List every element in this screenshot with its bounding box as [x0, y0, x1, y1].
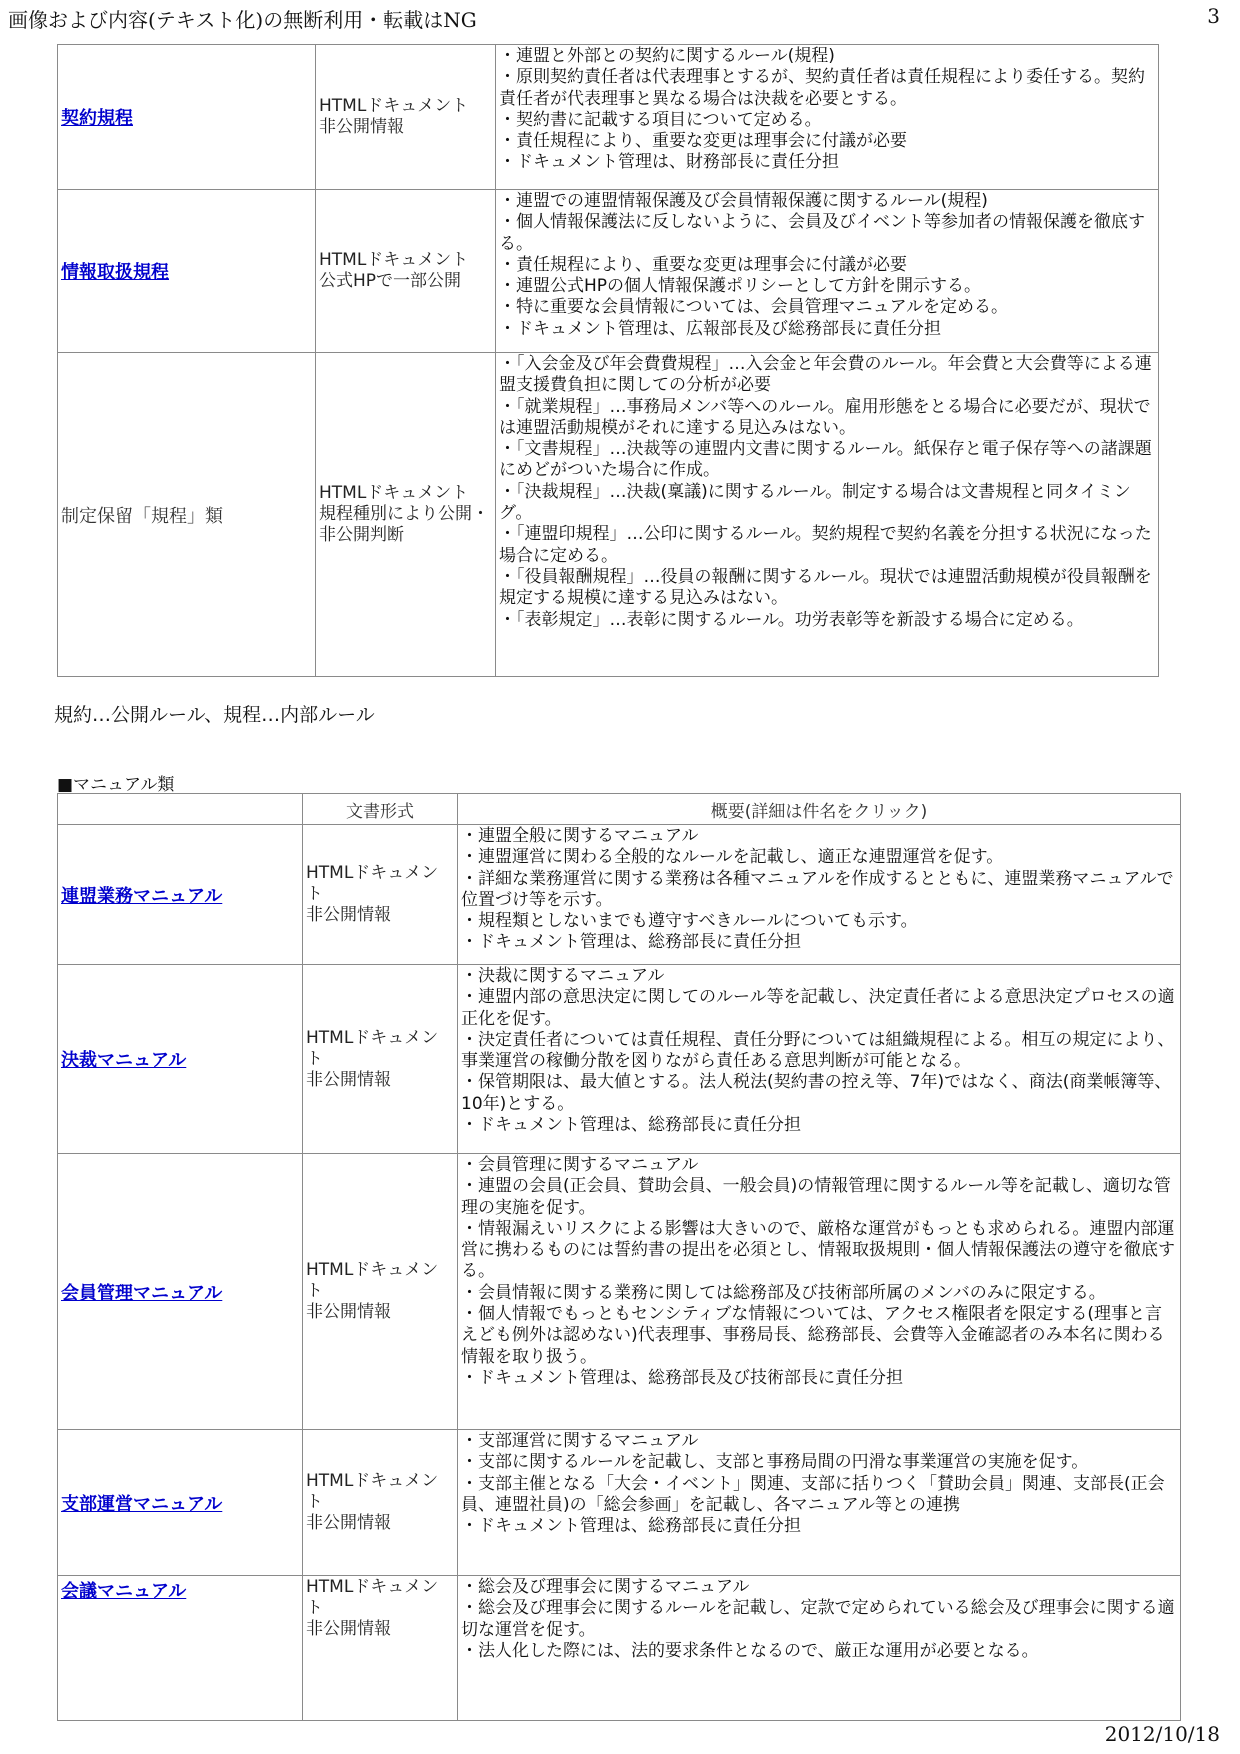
- desc-line: ・責任規程により、重要な変更は理事会に付議が必要: [499, 131, 907, 152]
- row-name-cell: [58, 45, 316, 190]
- desc-line: ・総会及び理事会に関するルールを記載し、定款で定められている総会及び理事会に関する適切な運営を促す。: [461, 1598, 1175, 1640]
- table-row: [58, 45, 1159, 190]
- desc-line: ・詳細な業務運営に関する業務は各種マニュアルを作成するとともに、連盟業務マニュアルで位置づけ等を示す。: [461, 868, 1174, 910]
- desc-line: ・支部主催となる「大会・イベント」関連、支部に括りつく「賛助会員」関連、支部長(正会員、連盟社員)の「総会参画」を記載し、各マニュアル等との連携: [461, 1473, 1165, 1515]
- desc-line: ・ドキュメント管理は、総務部長に責任分担: [461, 932, 801, 953]
- table-row: [58, 965, 1181, 1154]
- pending-rules-label: 制定保留「規程」類: [61, 505, 223, 527]
- format-line: HTMLドキュメント: [319, 96, 469, 116]
- desc-line: ・ドキュメント管理は、総務部長に責任分担: [461, 1516, 801, 1537]
- format-cell: [303, 825, 458, 965]
- column-header-summary: 概要(詳細は件名をクリック): [458, 794, 1181, 825]
- desc-line: ・ドキュメント管理は、広報部長及び総務部長に責任分担: [499, 318, 941, 339]
- format-line: HTMLドキュメント: [319, 250, 469, 270]
- desc-line: ・特に重要な会員情報については、会員管理マニュアルを定める。: [499, 297, 1008, 318]
- format-line: HTMLドキュメント: [306, 1471, 439, 1512]
- row-name-cell: [58, 825, 303, 965]
- description-cell: [496, 353, 1159, 677]
- format-line: 非公開情報: [306, 1619, 391, 1639]
- format-line: 非公開判断: [319, 525, 404, 545]
- desc-line: ・「文書規程」…決裁等の連盟内文書に関するルール。紙保存と電子保存等への諸課題にめどがついた場合に作成。: [499, 439, 1152, 481]
- member-management-manual-link[interactable]: 会員管理マニュアル: [61, 1282, 223, 1304]
- format-line: 非公開情報: [306, 1069, 391, 1090]
- description-cell: [458, 825, 1181, 965]
- desc-line: ・支部に関するルールを記載し、支部と事務局間の円滑な事業運営の実施を促す。: [461, 1452, 1089, 1473]
- page-header-title: 画像および内容(テキスト化)の無断利用・転載はNG: [8, 8, 477, 32]
- row-name-cell: [58, 190, 316, 353]
- table-row: [58, 1576, 1181, 1721]
- table-row: [58, 353, 1159, 677]
- desc-line: ・会員管理に関するマニュアル: [461, 1155, 699, 1175]
- format-cell: [316, 45, 496, 190]
- desc-line: ・「連盟印規程」…公印に関するルール。契約規程で契約名義を分担する状況になった場合に定める。: [499, 524, 1152, 566]
- manuals-table: [57, 793, 1181, 1721]
- desc-line: ・「役員報酬規程」…役員の報酬に関するルール。現状では連盟活動規模が役員報酬を規定する規模に達する見込みはない。: [499, 566, 1152, 609]
- description-cell: [458, 965, 1181, 1154]
- desc-line: ・決定責任者については責任規程、責任分野については組織規程による。相互の規定により、事業運営の稼働分散を図りながら責任ある意思判断が可能となる。: [461, 1029, 1175, 1072]
- rules-note: 規約…公開ルール、規程…内部ルール: [54, 704, 375, 726]
- desc-line: ・「決裁規程」…決裁(稟議)に関するルール。制定する場合は文書規程と同タイミング。: [499, 481, 1131, 524]
- format-cell: [303, 1576, 458, 1721]
- format-line: 非公開情報: [306, 1513, 391, 1533]
- desc-line: ・会員情報に関する業務に関しては総務部及び技術部所属のメンバのみに限定する。: [461, 1282, 1106, 1303]
- row-name-cell: [58, 1576, 303, 1721]
- desc-line: ・連盟での連盟情報保護及び会員情報保護に関するルール(規程): [499, 191, 988, 211]
- regulations-table: [57, 44, 1159, 677]
- desc-line: ・「就業規程」…事務局メンバ等へのルール。雇用形態をとる場合に必要だが、現状では連盟活動規模がそれに達する見込みはない。: [499, 396, 1151, 438]
- column-header-name: [58, 794, 303, 825]
- format-line: HTMLドキュメント: [306, 863, 439, 904]
- desc-line: ・連盟内部の意思決定に関してのルール等を記載し、決定責任者による意思決定プロセスの適正化を促す。: [461, 987, 1175, 1029]
- desc-line: ・個人情報でもっともセンシティブな情報については、アクセス権限者を限定する(理事と言えども例外は認めない)代表理事、事務局長、総務部長、会費等入金確認者のみ本名に関わる情報を取り扱う。: [461, 1304, 1165, 1367]
- description-cell: [458, 1154, 1181, 1430]
- desc-line: ・総会及び理事会に関するマニュアル: [461, 1577, 750, 1597]
- section-title: ■マニュアル類: [57, 775, 175, 795]
- desc-line: ・原則契約責任者は代表理事とするが、契約責任者は責任規程により委任する。契約責任者が代表理事と異なる場合は決裁を必要とする。: [499, 67, 1145, 109]
- table-header-row: [58, 794, 1181, 825]
- meeting-manual-link[interactable]: 会議マニュアル: [61, 1581, 187, 1602]
- desc-line: ・連盟全般に関するマニュアル: [461, 826, 699, 846]
- desc-line: ・責任規程により、重要な変更は理事会に付議が必要: [499, 254, 907, 275]
- desc-line: ・個人情報保護法に反しないように、会員及びイベント等参加者の情報保護を徹底する。: [499, 212, 1145, 254]
- format-line: HTMLドキュメント: [306, 1577, 439, 1618]
- format-line: 非公開情報: [306, 1302, 391, 1322]
- desc-line: ・「表彰規定」…表彰に関するルール。功労表彰等を新設する場合に定める。: [499, 609, 1084, 630]
- desc-line: ・決裁に関するマニュアル: [461, 966, 665, 986]
- desc-line: ・法人化した際には、法的要求条件となるので、厳正な運用が必要となる。: [461, 1640, 1039, 1661]
- desc-line: ・ドキュメント管理は、総務部長及び技術部長に責任分担: [461, 1367, 903, 1388]
- format-cell: [316, 190, 496, 353]
- desc-line: ・ドキュメント管理は、財務部長に責任分担: [499, 152, 839, 173]
- description-cell: [458, 1576, 1181, 1721]
- desc-line: ・連盟公式HPの個人情報保護ポリシーとして方針を開示する。: [499, 276, 982, 297]
- table-row: [58, 1154, 1181, 1430]
- description-cell: [458, 1430, 1181, 1576]
- desc-line: ・保管期限は、最大値とする。法人税法(契約書の控え等、7年)ではなく、商法(商業帳簿等、10年)とする。: [461, 1072, 1172, 1114]
- contract-rules-link[interactable]: 契約規程: [61, 108, 133, 129]
- table-row: [58, 1430, 1181, 1576]
- row-name-cell: [58, 1430, 303, 1576]
- desc-line: ・規程類としないまでも遵守すべきルールについても示す。: [461, 911, 918, 932]
- info-handling-rules-link[interactable]: 情報取扱規程: [61, 262, 169, 283]
- row-name-cell: [58, 1154, 303, 1430]
- format-line: 非公開情報: [306, 905, 391, 925]
- desc-line: ・連盟の会員(正会員、賛助会員、一般会員)の情報管理に関するルール等を記載し、適切な管理の実施を促す。: [461, 1176, 1171, 1218]
- format-line: HTMLドキュメント: [306, 1027, 439, 1069]
- description-cell: [496, 45, 1159, 190]
- desc-line: ・情報漏えいリスクによる影響は大きいので、厳格な運営がもっとも求められる。連盟内部運営に携わるものには誓約書の提出を必須とし、情報取扱規則・個人情報保護法の遵守を徹底する。: [461, 1218, 1175, 1282]
- format-cell: [303, 965, 458, 1154]
- row-name-cell: [58, 965, 303, 1154]
- desc-line: ・ドキュメント管理は、総務部長に責任分担: [461, 1115, 801, 1136]
- branch-operation-manual-link[interactable]: 支部運営マニュアル: [61, 1493, 223, 1515]
- format-line: 非公開情報: [319, 117, 404, 137]
- format-line: 公式HPで一部公開: [319, 271, 462, 291]
- format-cell: [303, 1154, 458, 1430]
- format-line: HTMLドキュメント: [319, 483, 469, 503]
- approval-manual-link[interactable]: 決裁マニュアル: [61, 1050, 187, 1071]
- desc-line: ・連盟運営に関わる全般的なルールを記載し、適正な連盟運営を促す。: [461, 847, 1004, 868]
- column-header-format: 文書形式: [303, 794, 458, 825]
- row-name-cell: [58, 353, 316, 677]
- format-cell: [316, 353, 496, 677]
- format-cell: [303, 1430, 458, 1576]
- desc-line: ・契約書に記載する項目について定める。: [499, 109, 822, 130]
- desc-line: ・連盟と外部との契約に関するルール(規程): [499, 46, 835, 66]
- description-cell: [496, 190, 1159, 353]
- desc-line: ・「入会金及び年会費費規程」…入会金と年会費のルール。年会費と大会費等による連盟支援費負担に関しての分析が必要: [499, 354, 1152, 396]
- federation-business-manual-link[interactable]: 連盟業務マニュアル: [61, 885, 223, 907]
- table-row: [58, 190, 1159, 353]
- page-number: 3: [1207, 4, 1220, 28]
- footer-date: 2012/10/18: [1104, 1722, 1220, 1746]
- format-line: 規程種別により公開・: [319, 504, 489, 524]
- table-row: [58, 825, 1181, 965]
- desc-line: ・支部運営に関するマニュアル: [461, 1431, 699, 1451]
- format-line: HTMLドキュメント: [306, 1260, 439, 1301]
